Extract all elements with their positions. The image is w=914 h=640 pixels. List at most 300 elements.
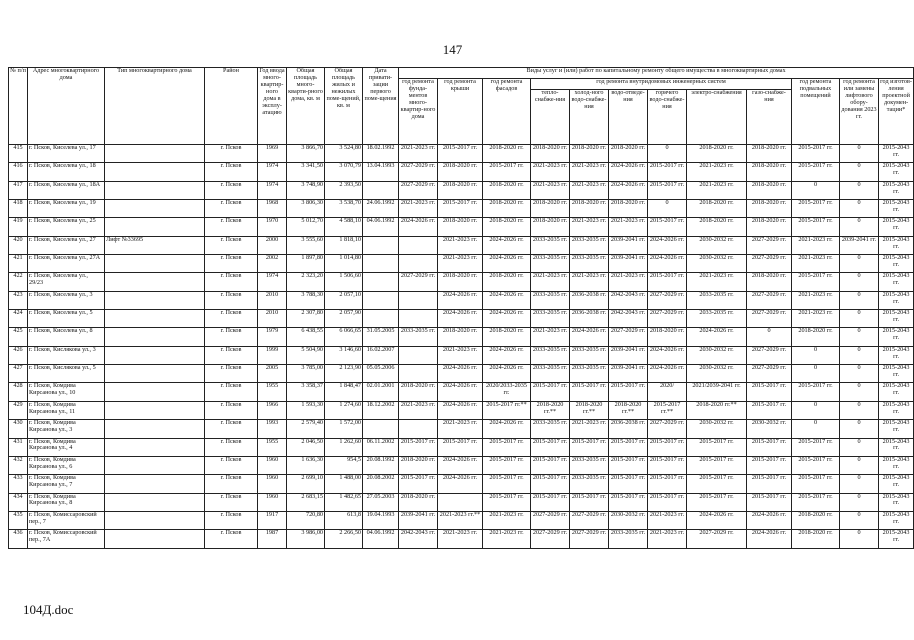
row-address: г. Псков, Киселева ул., 18 <box>28 163 105 181</box>
row-year: 1974 <box>258 163 287 181</box>
row-sewer: 2033-2035 гг. <box>609 530 648 548</box>
row-electric: 2015-2017 гг. <box>687 456 747 474</box>
row-total-area: 2 579,40 <box>287 420 325 438</box>
row-gas: 2015-2017 гг. <box>747 438 792 456</box>
row-design-docs: 2015-2043 гг. <box>879 200 914 218</box>
row-design-docs: 2015-2043 гг. <box>879 383 914 401</box>
row-lift: 0 <box>840 383 879 401</box>
row-foundation: 2021-2023 гг. <box>399 401 438 419</box>
row-address: г. Псков, Комиссаровский пер., 7А <box>28 530 105 548</box>
row-living-area: 2 266,50 <box>325 530 363 548</box>
row-building-type <box>105 365 205 383</box>
row-design-docs: 2015-2043 гг. <box>879 291 914 309</box>
row-design-docs: 2015-2043 гг. <box>879 346 914 364</box>
row-cold-water: 2018-2020 гг.** <box>570 401 609 419</box>
row-lift: 2039-2041 гг. <box>840 236 879 254</box>
row-district: г. Псков <box>205 181 258 199</box>
row-roof: 2024-2026 гг. <box>438 365 483 383</box>
row-privatization-date: 18.12.2002 <box>363 401 399 419</box>
row-year: 1969 <box>258 145 287 163</box>
row-hot-water: 2021-2023 гг. <box>648 511 687 529</box>
row-roof: 2024-2026 гг. <box>438 310 483 328</box>
row-district: г. Псков <box>205 328 258 346</box>
row-electric: 2027-2029 гг. <box>687 530 747 548</box>
row-foundation: 2039-2041 гг. <box>399 511 438 529</box>
row-building-type <box>105 346 205 364</box>
row-sewer: 2018-2020 гг.** <box>609 401 648 419</box>
row-roof: 2015-2017 гг. <box>438 200 483 218</box>
row-electric: 2024-2026 гг. <box>687 511 747 529</box>
row-facade: 2018-2020 гг. <box>483 145 531 163</box>
row-number: 416 <box>9 163 28 181</box>
row-address: г. Псков, Киселева ул., 18А <box>28 181 105 199</box>
table-row <box>9 291 914 309</box>
header-facade: год ремонта фасадов <box>483 79 531 145</box>
row-district: г. Псков <box>205 530 258 548</box>
row-hot-water: 2027-2029 гг. <box>648 420 687 438</box>
row-facade: 2018-2020 гг. <box>483 273 531 291</box>
row-sewer: 2042-2043 гг. <box>609 310 648 328</box>
row-lift: 0 <box>840 511 879 529</box>
row-design-docs: 2015-2043 гг. <box>879 273 914 291</box>
row-number: 429 <box>9 401 28 419</box>
row-design-docs: 2015-2043 гг. <box>879 145 914 163</box>
row-facade: 2018-2020 гг. <box>483 328 531 346</box>
row-district: г. Псков <box>205 291 258 309</box>
row-foundation <box>399 236 438 254</box>
row-address: г. Псков, Кисляковa ул., 5 <box>28 365 105 383</box>
row-privatization-date: 20.08.1992 <box>363 456 399 474</box>
row-sewer: 2039-2041 гг. <box>609 346 648 364</box>
row-basement: 0 <box>792 365 840 383</box>
row-heat: 2015-2017 гг. <box>531 456 570 474</box>
row-year: 1960 <box>258 493 287 511</box>
row-number: 433 <box>9 475 28 493</box>
row-privatization-date <box>363 420 399 438</box>
row-design-docs: 2015-2043 гг. <box>879 420 914 438</box>
row-year: 1968 <box>258 200 287 218</box>
row-building-type <box>105 273 205 291</box>
row-privatization-date: 04.06.1992 <box>363 530 399 548</box>
row-basement: 2021-2023 гг. <box>792 255 840 273</box>
row-design-docs: 2015-2043 гг. <box>879 438 914 456</box>
header-gas: газо-снабже-ния <box>747 90 792 145</box>
row-living-area: 1 274,60 <box>325 401 363 419</box>
row-building-type <box>105 401 205 419</box>
row-number: 420 <box>9 236 28 254</box>
row-foundation: 2021-2023 гг. <box>399 145 438 163</box>
row-year: 2002 <box>258 255 287 273</box>
row-lift: 0 <box>840 475 879 493</box>
row-basement: 2018-2020 гг. <box>792 530 840 548</box>
row-number: 419 <box>9 218 28 236</box>
row-year: 1970 <box>258 218 287 236</box>
row-living-area: 4 588,10 <box>325 218 363 236</box>
row-living-area: 1 014,80 <box>325 255 363 273</box>
row-building-type <box>105 493 205 511</box>
row-roof: 2021-2023 гг. <box>438 255 483 273</box>
row-total-area: 3 748,90 <box>287 181 325 199</box>
row-address: г. Псков, Комиссаровский пер., 7 <box>28 511 105 529</box>
row-sewer: 2039-2041 гг. <box>609 236 648 254</box>
row-basement: 2015-2017 гг. <box>792 273 840 291</box>
row-basement: 0 <box>792 181 840 199</box>
row-facade: 2024-2026 гг. <box>483 310 531 328</box>
row-address: г. Псков, Киселева ул., 27 <box>28 236 105 254</box>
row-sewer: 2015-2017 гг. <box>609 438 648 456</box>
row-heat: 2018-2020 гг. <box>531 200 570 218</box>
row-total-area: 3 341,50 <box>287 163 325 181</box>
row-building-type <box>105 383 205 401</box>
header-works-group: Виды услуг и (или) работ по капитальному ремонту общего имущества в многоквартирных домах <box>399 68 914 79</box>
row-foundation: 2027-2029 гг. <box>399 273 438 291</box>
table-row <box>9 456 914 474</box>
header-design-docs: год изготов-ления проектной докумен-тации* <box>879 79 914 145</box>
row-gas: 2018-2020 гг. <box>747 163 792 181</box>
row-foundation <box>399 365 438 383</box>
row-gas: 2027-2029 гг. <box>747 291 792 309</box>
row-cold-water: 2036-2038 гг. <box>570 291 609 309</box>
row-total-area: 2 046,50 <box>287 438 325 456</box>
row-year: 1955 <box>258 438 287 456</box>
row-privatization-date: 31.05.2005 <box>363 328 399 346</box>
row-basement: 2018-2020 гг. <box>792 511 840 529</box>
row-roof: 2018-2020 гг. <box>438 181 483 199</box>
table-row <box>9 365 914 383</box>
row-heat: 2021-2023 гг. <box>531 181 570 199</box>
row-gas: 0 <box>747 328 792 346</box>
row-lift: 0 <box>840 218 879 236</box>
row-electric: 2018-2020 гг. <box>687 200 747 218</box>
row-building-type <box>105 200 205 218</box>
row-facade: 2015-2017 гг. <box>483 163 531 181</box>
row-living-area: 2 057,10 <box>325 291 363 309</box>
row-facade: 2024-2026 гг. <box>483 291 531 309</box>
row-hot-water: 0 <box>648 200 687 218</box>
row-sewer: 2018-2020 гг. <box>609 145 648 163</box>
row-address: г. Псков, Комдива Кирсанова ул., 8 <box>28 493 105 511</box>
row-district: г. Псков <box>205 236 258 254</box>
row-sewer: 2015-2017 гг. <box>609 493 648 511</box>
row-cold-water: 2033-2035 гг. <box>570 475 609 493</box>
row-hot-water: 2015-2017 гг. <box>648 163 687 181</box>
row-heat: 2015-2017 гг. <box>531 438 570 456</box>
row-privatization-date: 13.04.1993 <box>363 163 399 181</box>
row-electric: 2030-2032 гг. <box>687 236 747 254</box>
row-basement: 2015-2017 гг. <box>792 493 840 511</box>
row-district: г. Псков <box>205 200 258 218</box>
header-basement: год ремонта подвальных помещений <box>792 79 840 145</box>
row-year: 1960 <box>258 456 287 474</box>
row-cold-water: 2033-2035 гг. <box>570 365 609 383</box>
row-cold-water: 2024-2026 гг. <box>570 328 609 346</box>
row-hot-water: 2015-2017 гг. <box>648 456 687 474</box>
row-foundation: 2015-2017 гг. <box>399 438 438 456</box>
row-year: 1960 <box>258 475 287 493</box>
row-roof: 2024-2026 гг. <box>438 383 483 401</box>
row-district: г. Псков <box>205 438 258 456</box>
row-basement: 2018-2020 гг. <box>792 328 840 346</box>
row-roof: 2021-2023 гг. <box>438 346 483 364</box>
row-cold-water: 2015-2017 гг. <box>570 493 609 511</box>
row-design-docs: 2015-2043 гг. <box>879 218 914 236</box>
row-electric: 2018-2020 гг. <box>687 218 747 236</box>
row-facade: 2018-2020 гг. <box>483 200 531 218</box>
row-electric: 2033-2035 гг. <box>687 310 747 328</box>
row-building-type <box>105 310 205 328</box>
row-lift: 0 <box>840 255 879 273</box>
row-total-area: 5 012,70 <box>287 218 325 236</box>
row-sewer: 2021-2023 гг. <box>609 218 648 236</box>
table-row <box>9 420 914 438</box>
row-lift: 0 <box>840 145 879 163</box>
row-roof: 2018-2020 гг. <box>438 163 483 181</box>
row-lift: 0 <box>840 273 879 291</box>
row-living-area: 1 818,10 <box>325 236 363 254</box>
row-number: 422 <box>9 273 28 291</box>
row-electric: 2018-2020 гг.** <box>687 401 747 419</box>
row-total-area: 1 593,30 <box>287 401 325 419</box>
row-privatization-date: 05.05.2006 <box>363 365 399 383</box>
row-lift: 0 <box>840 310 879 328</box>
row-building-type <box>105 456 205 474</box>
row-foundation: 2042-2043 гг. <box>399 530 438 548</box>
row-cold-water: 2036-2038 гг. <box>570 310 609 328</box>
header-lift: год ремонта или замены лифтового обору-дования 2023 гг. <box>840 79 879 145</box>
row-cold-water: 2021-2023 гг. <box>570 273 609 291</box>
row-basement: 2015-2017 гг. <box>792 163 840 181</box>
row-year: 2005 <box>258 365 287 383</box>
row-gas: 2027-2029 гг. <box>747 236 792 254</box>
row-lift: 0 <box>840 401 879 419</box>
row-number: 415 <box>9 145 28 163</box>
row-privatization-date <box>363 236 399 254</box>
header-heat: тепло-снабже-ния <box>531 90 570 145</box>
row-year: 1966 <box>258 401 287 419</box>
row-sewer: 2015-2017 гг. <box>609 475 648 493</box>
row-living-area: 2 057,90 <box>325 310 363 328</box>
row-facade: 2024-2026 гг. <box>483 420 531 438</box>
row-year: 1974 <box>258 181 287 199</box>
row-year: 1974 <box>258 273 287 291</box>
row-design-docs: 2015-2043 гг. <box>879 328 914 346</box>
row-address: г. Псков, Кисляковa ул., 3 <box>28 346 105 364</box>
row-district: г. Псков <box>205 273 258 291</box>
row-heat: 2033-2035 гг. <box>531 365 570 383</box>
row-address: г. Псков, Комдива Кирсанова ул., 10 <box>28 383 105 401</box>
row-year: 1917 <box>258 511 287 529</box>
row-privatization-date: 16.02.2007 <box>363 346 399 364</box>
row-basement: 0 <box>792 401 840 419</box>
row-design-docs: 2015-2043 гг. <box>879 181 914 199</box>
row-year: 2010 <box>258 310 287 328</box>
row-electric: 2030-2032 гг. <box>687 365 747 383</box>
row-hot-water: 2015-2017 гг. <box>648 218 687 236</box>
header-engineering-systems: год ремонта внутридомовых инженерных систем <box>531 79 792 90</box>
row-total-area: 2 683,15 <box>287 493 325 511</box>
row-number: 428 <box>9 383 28 401</box>
row-electric: 2021-2023 гг. <box>687 181 747 199</box>
row-hot-water: 2015-2017 гг. <box>648 273 687 291</box>
row-gas: 2027-2029 гг. <box>747 255 792 273</box>
row-design-docs: 2015-2043 гг. <box>879 365 914 383</box>
row-facade: 2018-2020 гг. <box>483 218 531 236</box>
row-heat: 2015-2017 гг. <box>531 475 570 493</box>
row-district: г. Псков <box>205 145 258 163</box>
row-number: 431 <box>9 438 28 456</box>
row-lift: 0 <box>840 346 879 364</box>
row-gas: 2018-2020 гг. <box>747 273 792 291</box>
row-total-area: 3 866,70 <box>287 145 325 163</box>
row-privatization-date: 04.06.1992 <box>363 218 399 236</box>
row-hot-water: 2021-2023 гг. <box>648 530 687 548</box>
row-foundation: 2015-2017 гг. <box>399 475 438 493</box>
row-sewer: 2036-2038 гг. <box>609 420 648 438</box>
row-heat: 2015-2017 гг. <box>531 493 570 511</box>
row-hot-water: 2024-2026 гг. <box>648 365 687 383</box>
row-district: г. Псков <box>205 456 258 474</box>
row-living-area: 3 146,60 <box>325 346 363 364</box>
row-cold-water: 2015-2017 гг. <box>570 383 609 401</box>
row-cold-water: 2033-2035 гг. <box>570 236 609 254</box>
row-living-area: 1 482,65 <box>325 493 363 511</box>
row-basement: 2015-2017 гг. <box>792 218 840 236</box>
row-hot-water: 2027-2029 гг. <box>648 291 687 309</box>
row-cold-water: 2015-2017 гг. <box>570 438 609 456</box>
row-basement: 2015-2017 гг. <box>792 456 840 474</box>
row-heat: 2027-2029 гг. <box>531 530 570 548</box>
row-basement: 2015-2017 гг. <box>792 383 840 401</box>
row-hot-water: 2024-2026 гг. <box>648 236 687 254</box>
row-basement: 2021-2023 гг. <box>792 310 840 328</box>
row-foundation <box>399 291 438 309</box>
row-design-docs: 2015-2043 гг. <box>879 310 914 328</box>
row-foundation: 2027-2029 гг. <box>399 181 438 199</box>
row-roof: 2021-2023 гг. <box>438 420 483 438</box>
row-year: 2010 <box>258 291 287 309</box>
row-design-docs: 2015-2043 гг. <box>879 163 914 181</box>
row-lift: 0 <box>840 420 879 438</box>
header-foundation: год ремонта фунда-ментов много-квартир-ного дома <box>399 79 438 145</box>
row-privatization-date <box>363 255 399 273</box>
row-gas: 2030-2032 гг. <box>747 420 792 438</box>
row-gas: 2015-2017 гг. <box>747 475 792 493</box>
row-hot-water: 2024-2026 гг. <box>648 255 687 273</box>
row-building-type <box>105 291 205 309</box>
header-district: Район <box>205 68 258 145</box>
row-facade: 2024-2026 гг. <box>483 255 531 273</box>
table-row <box>9 200 914 218</box>
row-number: 436 <box>9 530 28 548</box>
row-hot-water: 2015-2017 гг. <box>648 475 687 493</box>
row-roof <box>438 493 483 511</box>
row-electric: 2030-2032 гг. <box>687 346 747 364</box>
row-gas: 2027-2029 гг. <box>747 365 792 383</box>
row-privatization-date <box>363 310 399 328</box>
row-district: г. Псков <box>205 163 258 181</box>
row-total-area: 3 806,30 <box>287 200 325 218</box>
header-type: Тип многоквартирного дома <box>105 68 205 145</box>
row-total-area: 3 555,60 <box>287 236 325 254</box>
capital-repair-table <box>8 67 914 549</box>
row-district: г. Псков <box>205 346 258 364</box>
document-filename: 104Д.doc <box>23 602 74 617</box>
header-year: Год ввода много-квартир-ного дома в эксплу-атацию <box>258 68 287 145</box>
table-row <box>9 401 914 419</box>
row-address: г. Псков, Комдива Кирсанова ул., 11 <box>28 401 105 419</box>
row-sewer: 2018-2020 гг. <box>609 200 648 218</box>
row-heat: 2018-2020 гг. <box>531 145 570 163</box>
row-number: 418 <box>9 200 28 218</box>
row-heat: 2021-2023 гг. <box>531 163 570 181</box>
row-electric: 2021-2023 гг. <box>687 163 747 181</box>
row-address: г. Псков, Комдива Кирсанова ул., 4 <box>28 438 105 456</box>
row-living-area: 1 572,00 <box>325 420 363 438</box>
row-gas: 2024-2026 гг. <box>747 530 792 548</box>
row-privatization-date: 18.02.1992 <box>363 145 399 163</box>
row-gas: 2015-2017 гг. <box>747 493 792 511</box>
row-cold-water: 2021-2023 гг. <box>570 181 609 199</box>
row-lift: 0 <box>840 200 879 218</box>
row-privatization-date: 06.11.2002 <box>363 438 399 456</box>
row-heat: 2033-2035 гг. <box>531 236 570 254</box>
row-gas: 2018-2020 гг. <box>747 181 792 199</box>
row-year: 1979 <box>258 328 287 346</box>
row-building-type <box>105 328 205 346</box>
table-row <box>9 310 914 328</box>
row-design-docs: 2015-2043 гг. <box>879 511 914 529</box>
row-year: 1955 <box>258 383 287 401</box>
row-roof: 2015-2017 гг. <box>438 145 483 163</box>
table-row <box>9 530 914 548</box>
row-building-type <box>105 530 205 548</box>
row-basement: 0 <box>792 420 840 438</box>
row-total-area: 2 699,10 <box>287 475 325 493</box>
row-facade: 2021-2023 гг. <box>483 511 531 529</box>
row-roof: 2021-2023 гг. <box>438 236 483 254</box>
row-address: г. Псков, Комдива Кирсанова ул., 3 <box>28 420 105 438</box>
row-hot-water: 2020/ <box>648 383 687 401</box>
row-roof: 2018-2020 гг. <box>438 328 483 346</box>
row-heat: 2033-2035 гг. <box>531 420 570 438</box>
row-living-area: 6 066,65 <box>325 328 363 346</box>
row-gas: 2015-2017 гг. <box>747 383 792 401</box>
row-basement: 2021-2023 гг. <box>792 291 840 309</box>
row-total-area: 3 986,00 <box>287 530 325 548</box>
row-privatization-date <box>363 273 399 291</box>
row-heat: 2033-2035 гг. <box>531 255 570 273</box>
row-sewer: 2027-2029 гг. <box>609 328 648 346</box>
row-design-docs: 2015-2043 гг. <box>879 530 914 548</box>
table-row <box>9 218 914 236</box>
row-facade: 2024-2026 гг. <box>483 346 531 364</box>
row-hot-water: 2015-2017 гг. <box>648 181 687 199</box>
row-total-area: 1 636,30 <box>287 456 325 474</box>
table-row <box>9 438 914 456</box>
row-foundation <box>399 420 438 438</box>
row-district: г. Псков <box>205 493 258 511</box>
row-number: 426 <box>9 346 28 364</box>
table-row <box>9 346 914 364</box>
header-privatization-date: Дата привати-зации первого поме-щения <box>363 68 399 145</box>
row-design-docs: 2015-2043 гг. <box>879 255 914 273</box>
row-basement: 2015-2017 гг. <box>792 200 840 218</box>
table-row <box>9 493 914 511</box>
row-foundation: 2033-2035 гг. <box>399 328 438 346</box>
table-row <box>9 273 914 291</box>
row-address: г. Псков, Киселева ул., 29/23 <box>28 273 105 291</box>
row-living-area: 3 070,79 <box>325 163 363 181</box>
